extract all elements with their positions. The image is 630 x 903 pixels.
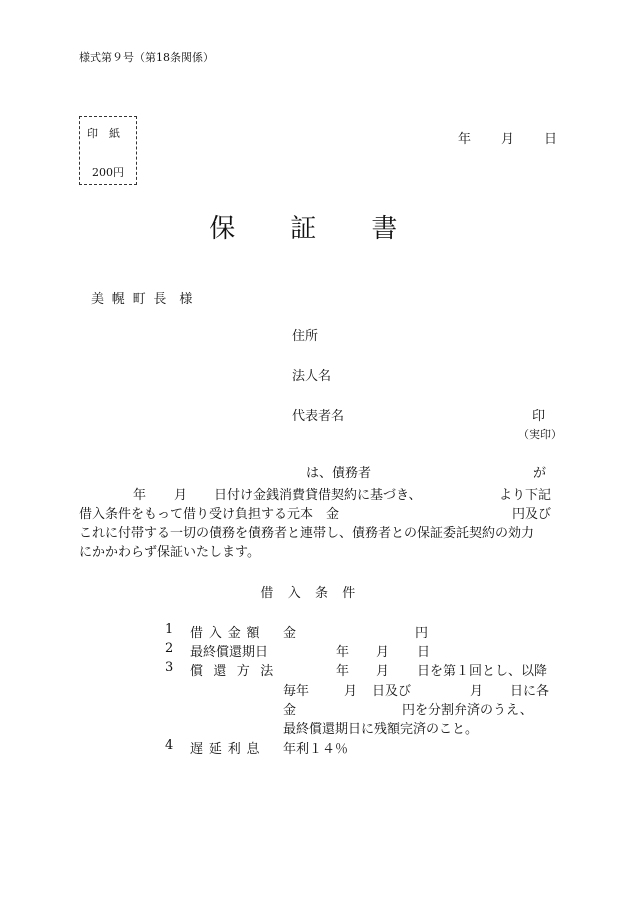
cond3-day-and: 日及び (372, 684, 412, 699)
body-line2-year: 年 (133, 488, 147, 503)
cond2-day: 日 (417, 645, 431, 660)
cond3-amount-prefix: 金 (283, 703, 297, 718)
stamp-amount: 200円 (92, 166, 124, 179)
date-month: 月 (501, 132, 515, 147)
cond4-value: 年利１４％ (283, 742, 349, 757)
cond3-number: 3 (165, 660, 174, 675)
section-title: 借入条件 (260, 586, 370, 601)
seal-mark: 印 (532, 409, 546, 424)
addressee-name: 美幌町長 (91, 292, 175, 307)
stamp-label: 印 紙 (87, 127, 120, 140)
body-line2-contract: 日付け金銭消費貸借契約に基づき、 (214, 488, 422, 503)
document-title: 保 証 書 (209, 214, 421, 244)
cond3-month-a: 月 (344, 684, 358, 699)
cond2-year: 年 (336, 645, 350, 660)
cond3-day-each: 日に各 (510, 684, 550, 699)
cond1-yen-prefix: 金 (283, 626, 297, 641)
cond1-yen-suffix: 円 (415, 626, 429, 641)
body-line3-end: 円及び (512, 507, 552, 522)
cond2-number: 2 (165, 641, 174, 656)
body-line5: にかかわらず保証いたします。 (79, 545, 260, 560)
seal-note: （実印） (518, 428, 562, 441)
revenue-stamp-box (79, 116, 137, 185)
cond4-number: 4 (165, 738, 174, 753)
cond2-label: 最終償還期日 (190, 645, 269, 660)
corporation-label: 法人名 (292, 369, 332, 384)
body-line2-end: より下記 (499, 488, 552, 503)
address-label: 住所 (292, 329, 319, 344)
body-line1-guarantor: は、債務者 (306, 466, 372, 481)
body-line4: これに付帯する一切の債務を債務者と連帯し、債務者との保証委託契約の効力 (79, 526, 535, 541)
cond1-number: 1 (165, 622, 174, 637)
addressee-honorific: 様 (179, 292, 201, 307)
cond2-month: 月 (376, 645, 390, 660)
representative-label: 代表者名 (292, 409, 345, 424)
addressee (91, 288, 200, 307)
body-line1-end: が (533, 466, 547, 481)
cond3-year: 年 (336, 664, 350, 679)
body-line2-month: 月 (174, 488, 188, 503)
cond3-month-b: 月 (470, 684, 484, 699)
cond4-label: 遅延利息 (190, 742, 266, 757)
date-day: 日 (544, 132, 558, 147)
date-year: 年 (458, 132, 472, 147)
cond3-installment: 円を分割弁済のうえ、 (402, 703, 533, 718)
cond3-final-payment: 最終償還期日に残額完済のこと。 (283, 722, 479, 737)
cond3-month: 月 (376, 664, 390, 679)
date-line (458, 128, 557, 147)
cond1-label: 借入金額 (190, 626, 266, 641)
cond3-label: 償還方法 (190, 664, 284, 679)
body-line3-principal: 借入条件をもって借り受け負担する元本 金 (79, 507, 340, 522)
form-number: 様式第９号（第18条関係） (79, 51, 214, 64)
cond3-first-payment: 日を第１回とし、以降 (417, 664, 548, 679)
cond3-every-year: 毎年 (283, 684, 310, 699)
